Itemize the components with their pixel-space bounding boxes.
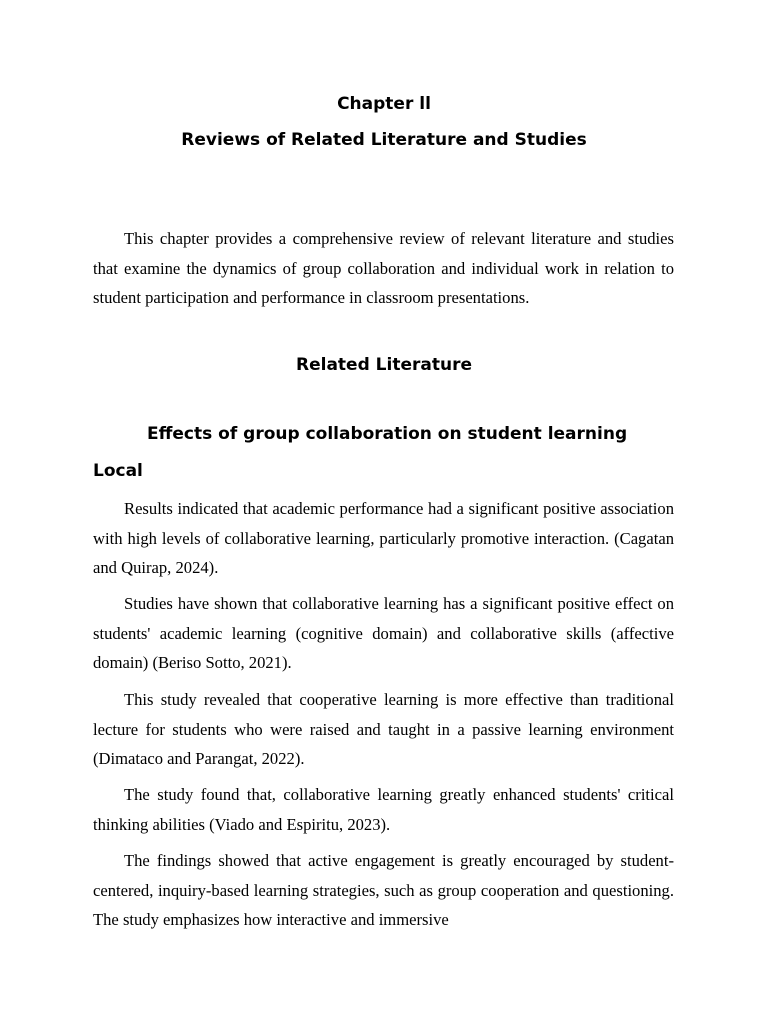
body-paragraph: The findings showed that active engagement is greatly encouraged by student-centered, inquiry-based learning strategies, such as group cooperation and questioning. The study emphasizes how interactive and immersive: [93, 851, 674, 929]
body-paragraph: Results indicated that academic performance had a significant positive association with high levels of collaborative learning, particularly promotive interaction. (Cagatan and Quirap, 2024).: [93, 499, 674, 577]
local-heading: Local: [93, 461, 143, 481]
chapter-label: Chapter ll: [337, 94, 431, 114]
body-paragraph: The study found that, collaborative learning greatly enhanced students' critical thinking abilities (Viado and Espiritu, 2023).: [93, 785, 674, 834]
chapter-title: Reviews of Related Literature and Studies: [181, 130, 587, 150]
body-paragraph: This study revealed that cooperative learning is more effective than traditional lecture for students who were raised and taught in a passive learning environment (Dimataco and Parangat, 2022).: [93, 690, 674, 768]
subsection-title: Effects of group collaboration on student learning: [147, 424, 628, 444]
intro-paragraph: This chapter provides a comprehensive review of relevant literature and studies that examine the dynamics of group collaboration and individual work in relation to student participation and performance in classroom presentations.: [93, 229, 674, 307]
body-paragraph: Studies have shown that collaborative learning has a significant positive effect on students' academic learning (cognitive domain) and collaborative skills (affective domain) (Beriso Sotto, 2021).: [93, 594, 674, 672]
section-title: Related Literature: [296, 355, 472, 375]
